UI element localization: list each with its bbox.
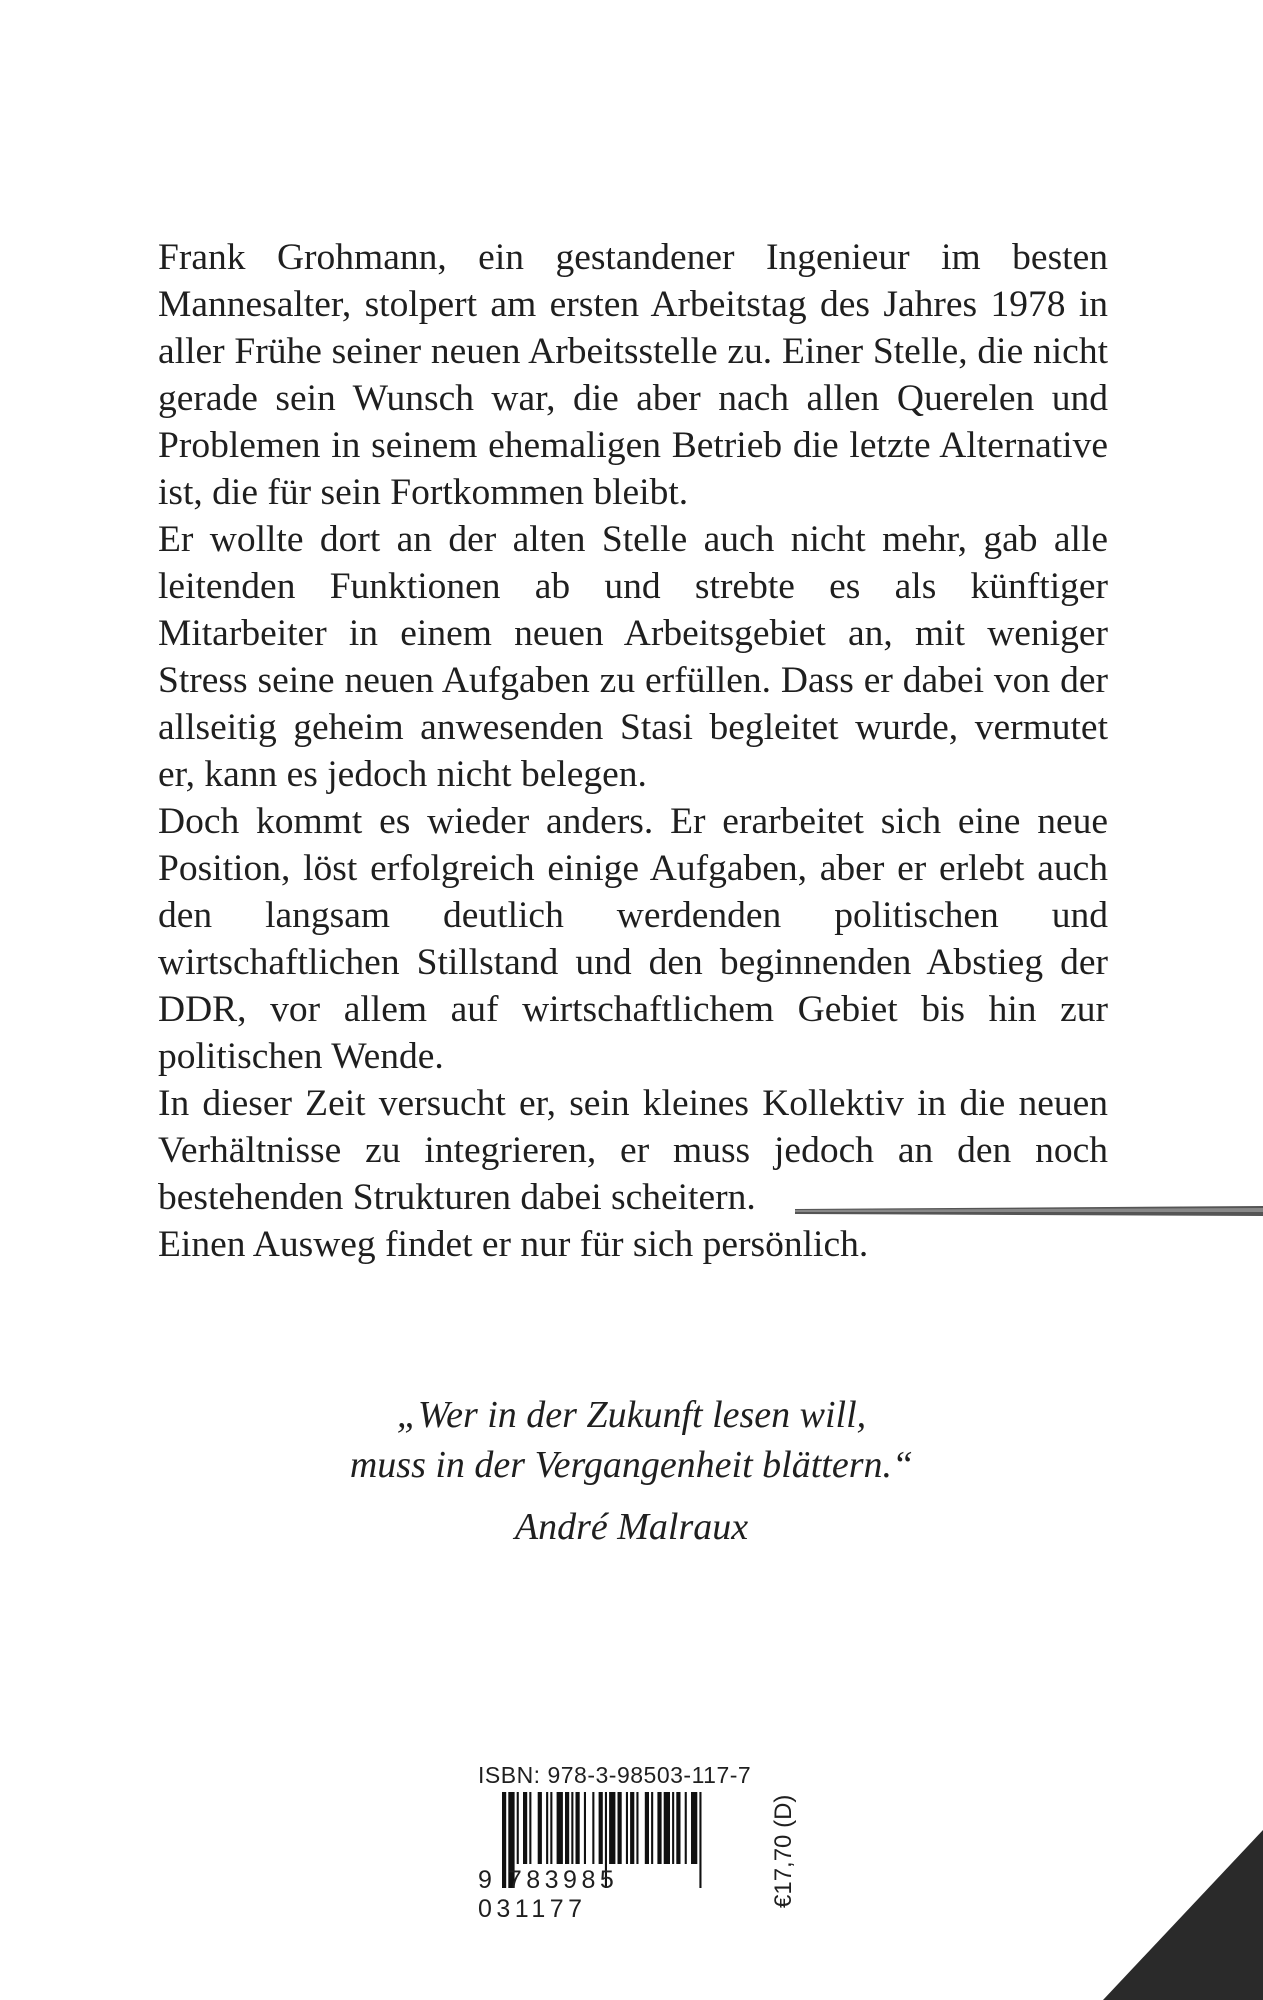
barcode-bar <box>664 1792 670 1864</box>
barcode-bar <box>672 1792 674 1864</box>
decorative-rule <box>795 1206 1263 1217</box>
barcode-digits: 9 783985 031177 <box>478 1866 619 1923</box>
barcode-bar <box>685 1792 687 1864</box>
isbn-label: ISBN: 978-3-98503-117-7 <box>478 1762 752 1788</box>
barcode-bar <box>584 1792 586 1864</box>
corner-triangle <box>1103 1830 1263 2000</box>
barcode-bar <box>599 1792 603 1864</box>
blurb-paragraph-1: Frank Grohmann, ein gestandener Ingenieur im besten Mannesalter, stolpert am ersten Arbeitstag des Jahres 1978 in aller Frühe seiner neuen Arbeitsstelle zu. Einer Stelle, die nicht gerade sein Wunsch war, die aber nach allen Querelen und Problemen in seinem ehemaligen Betrieb die letzte Alternative ist, die für sein Fortkommen bleibt. <box>158 237 1108 513</box>
barcode-bar <box>636 1792 638 1864</box>
quote-line-1: „Wer in der Zukunft lesen will, <box>396 1394 867 1436</box>
epigraph-quote <box>0 1390 1263 1552</box>
barcode-bar <box>523 1792 527 1864</box>
barcode-bar <box>546 1792 548 1864</box>
quote-line-2: muss in der Vergangenheit blättern.“ <box>349 1444 914 1486</box>
price-label: €17,70 (D) <box>770 1794 797 1908</box>
blurb-paragraph-5: Einen Ausweg findet er nur für sich persönlich. <box>158 1224 869 1265</box>
barcode-bar <box>630 1792 634 1864</box>
barcode-bar <box>609 1792 615 1864</box>
barcode-bar <box>557 1792 563 1864</box>
back-cover-blurb <box>158 234 1108 1268</box>
barcode-bar <box>576 1792 580 1864</box>
barcode-bar <box>517 1792 519 1864</box>
quote-author: André Malraux <box>514 1506 749 1548</box>
barcode-bar <box>571 1792 573 1864</box>
barcode-bar <box>618 1792 622 1864</box>
blurb-paragraph-4: In dieser Zeit versucht er, sein kleines Kollektiv in die neuen Verhältnisse zu integrieren, er muss jedoch an den noch bestehenden Strukturen dabei scheitern. <box>158 1083 1108 1218</box>
barcode-bar <box>565 1792 569 1864</box>
barcode-bar <box>691 1792 697 1864</box>
barcode-bar <box>529 1792 531 1864</box>
barcode-bar <box>538 1792 542 1864</box>
barcode-bar <box>592 1792 594 1864</box>
blurb-paragraph-3: Doch kommt es wieder anders. Er erarbeitet sich eine neue Position, löst erfolgreich einige Aufgaben, aber er erlebt auch den langsam deutlich werdenden politischen und wirtschaftlichen Stillstand und den beginnenden Abstieg der DDR, vor allem auf wirtschaftlichem Gebiet bis hin zur politischen Wende. <box>158 801 1108 1077</box>
barcode-bar <box>676 1792 680 1864</box>
barcode-bar <box>550 1792 552 1864</box>
barcode-bar <box>626 1792 628 1864</box>
barcode-bar <box>651 1792 653 1864</box>
barcode-bar <box>657 1792 661 1864</box>
barcode-bar <box>645 1792 649 1864</box>
blurb-paragraph-2: Er wollte dort an der alten Stelle auch nicht mehr, gab alle leitenden Funktionen ab und strebte es als künftiger Mitarbeiter in einem neuen Arbeitsgebiet an, mit weniger Stress seine neuen Aufgaben zu erfüllen. Dass er dabei von der allseitig geheim anwesenden Stasi begleitet wurde, vermutet er, kann es jedoch nicht belegen. <box>158 519 1108 795</box>
